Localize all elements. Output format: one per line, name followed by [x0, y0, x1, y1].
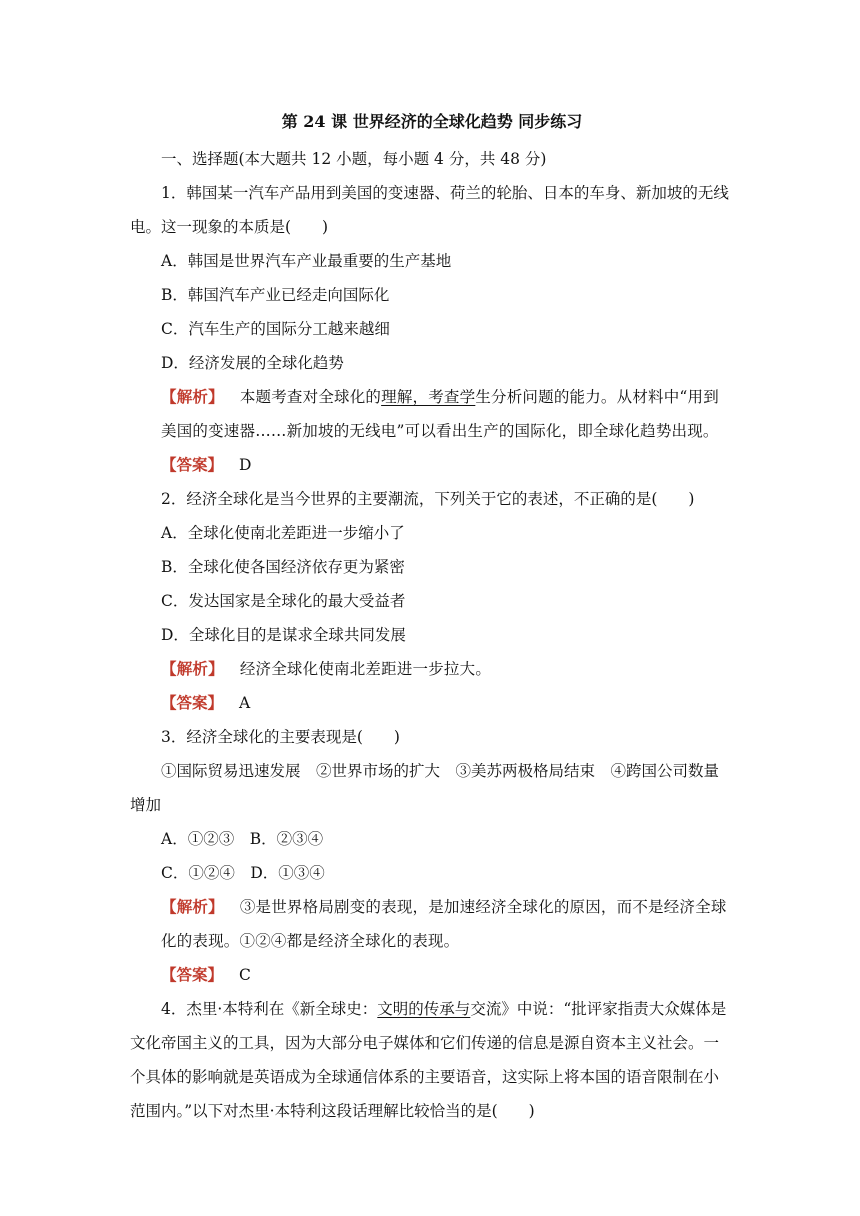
- question-1-option-c: C．汽车生产的国际分工越来越细: [161, 320, 390, 338]
- question-2-analysis: [130, 652, 734, 686]
- question-1-option-d: D．经济发展的全球化趋势: [161, 354, 344, 372]
- answer-value: A: [239, 694, 251, 712]
- analysis-tag: 【解析】: [161, 659, 224, 678]
- answer-tag: 【答案】: [161, 455, 224, 474]
- question-2-answer: [130, 686, 734, 720]
- question-1-option-a: A．韩国是世界汽车产业最重要的生产基地: [161, 252, 452, 270]
- question-4-text-part: 交流》中说：“批评家指责大众媒体是文化帝国主义的工具，因为大部分电子媒体和它们传递的信息是源自资本主义社会。一个具体的影响就是英语成为全球通信体系的主要语音，这实际上将本国的语音限制在小范围内。”以下对杰里·本特利这段话理解比较恰当的是( ): [130, 1000, 727, 1120]
- analysis-text-part: 生分析问题的能力。从材料中“用到美国的变速器……新加坡的无线电”可以看出生产的国际化，即全球化趋势出现。: [161, 388, 719, 440]
- question-4-underlined-text: 文明的传承与: [377, 1000, 471, 1018]
- answer-tag: 【答案】: [161, 693, 224, 712]
- analysis-text: ③是世界格局剧变的表现，是加速经济全球化的原因，而不是经济全球化的表现。①②④都是经济全球化的表现。: [161, 898, 727, 950]
- question-1-answer: [130, 448, 734, 482]
- page-title: 第 24 课 世界经济的全球化趋势 同步练习: [281, 112, 583, 131]
- question-3-options-row-2: C．①②④ D．①③④: [161, 864, 325, 882]
- analysis-underlined-text: 理解，考查学: [381, 388, 476, 406]
- question-3-items: ①国际贸易迅速发展 ②世界市场的扩大 ③美苏两极格局结束 ④跨国公司数量增加: [130, 762, 720, 814]
- answer-value: D: [239, 456, 252, 474]
- answer-value: C: [239, 966, 251, 984]
- section-heading: 一、选择题(本大题共 12 小题，每小题 4 分，共 48 分): [161, 150, 547, 168]
- question-2-option-a: A．全球化使南北差距进一步缩小了: [161, 524, 405, 542]
- question-4-stem: [130, 992, 734, 1128]
- question-2-stem: 2．经济全球化是当今世界的主要潮流，下列关于它的表述，不正确的是( ): [161, 490, 695, 508]
- question-2-option-d: D．全球化目的是谋求全球共同发展: [161, 626, 406, 644]
- analysis-text-part: 本题考查对全球化的: [239, 388, 382, 406]
- analysis-text: 经济全球化使南北差距进一步拉大。: [239, 660, 492, 678]
- question-2-option-c: C．发达国家是全球化的最大受益者: [161, 592, 406, 610]
- question-4-text-part: 4．杰里·本特利在《新全球史：: [161, 1000, 378, 1018]
- question-3-stem: 3．经济全球化的主要表现是( ): [161, 728, 400, 746]
- question-2-option-b: B．全球化使各国经济依存更为紧密: [161, 558, 405, 576]
- question-3-analysis: [130, 890, 734, 958]
- analysis-tag: 【解析】: [161, 897, 224, 916]
- question-3-answer: [130, 958, 734, 992]
- analysis-tag: 【解析】: [161, 387, 224, 406]
- question-3-options-row-1: A．①②③ B．②③④: [161, 830, 324, 848]
- question-1-option-b: B．韩国汽车产业已经走向国际化: [161, 286, 390, 304]
- answer-tag: 【答案】: [161, 965, 224, 984]
- question-1-analysis: [130, 380, 734, 448]
- question-1-stem: 1．韩国某一汽车产品用到美国的变速器、荷兰的轮胎、日本的车身、新加坡的无线电。这一现象的本质是( ): [130, 184, 729, 236]
